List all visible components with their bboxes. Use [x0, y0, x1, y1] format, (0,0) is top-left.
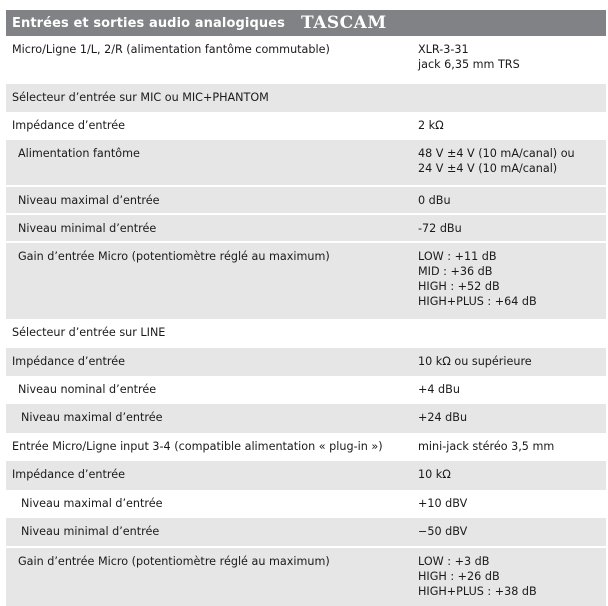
spec-label: Gain d’entrée Micro (potentiomètre réglé au maximum) [18, 250, 330, 263]
spec-value-line: −50 dBV [418, 525, 468, 538]
spec-value-line: HIGH+PLUS : +38 dB [418, 585, 537, 598]
table-row [6, 348, 606, 376]
spec-value-line: +4 dBu [418, 383, 460, 396]
table-row [6, 546, 606, 606]
spec-value-line: jack 6,35 mm TRS [418, 58, 520, 71]
table-row [6, 36, 606, 84]
table-row [6, 213, 606, 241]
spec-label: Niveau maximal d’entrée [21, 411, 163, 424]
spec-value-line: LOW : +11 dB [418, 250, 497, 263]
spec-value-line: mini-jack stéréo 3,5 mm [418, 440, 555, 453]
table-row [6, 140, 606, 185]
spec-label: Sélecteur d’entrée sur LINE [12, 326, 166, 339]
spec-label: Niveau nominal d’entrée [18, 383, 157, 396]
spec-label: Niveau maximal d’entrée [21, 497, 163, 510]
spec-value-line: HIGH : +26 dB [418, 570, 500, 583]
spec-label: Entrée Micro/Ligne input 3-4 (compatible alimentation « plug-in ») [12, 440, 383, 453]
spec-label: Micro/Ligne 1/L, 2/R (alimentation fantôme commutable) [12, 43, 330, 56]
spec-value-line: MID : +36 dB [418, 265, 493, 278]
spec-label: Gain d’entrée Micro (potentiomètre réglé au maximum) [18, 555, 330, 568]
spec-value-line: XLR-3-31 [418, 43, 469, 56]
spec-label: Niveau minimal d’entrée [18, 222, 157, 235]
spec-label: Alimentation fantôme [18, 147, 140, 160]
spec-value-line: HIGH+PLUS : +64 dB [418, 295, 537, 308]
table-row [6, 376, 606, 404]
spec-label: Impédance d’entrée [12, 355, 125, 368]
spec-value-line: 48 V ±4 V (10 mA/canal) ou [418, 147, 575, 160]
table-row [6, 404, 606, 433]
spec-value-line: LOW : +3 dB [418, 555, 490, 568]
table-row [6, 433, 606, 461]
spec-value-line: 10 kΩ [418, 468, 451, 481]
spec-value-line: 2 kΩ [418, 119, 444, 132]
spec-value-line: +24 dBu [418, 411, 468, 424]
table-row [6, 319, 606, 348]
spec-label: Sélecteur d’entrée sur MIC ou MIC+PHANTOM [12, 91, 269, 104]
spec-table [6, 36, 606, 606]
brand-logo: TASCAM [300, 13, 387, 33]
spec-label: Niveau minimal d’entrée [21, 525, 160, 538]
table-row [6, 185, 606, 213]
table-row [6, 84, 606, 112]
table-row [6, 112, 606, 140]
spec-label: Niveau maximal d’entrée [18, 194, 160, 207]
table-row [6, 461, 606, 490]
spec-value-line: HIGH : +52 dB [418, 280, 500, 293]
table-row [6, 241, 606, 319]
spec-value-line: 24 V ±4 V (10 mA/canal) [418, 162, 558, 175]
table-row [6, 518, 606, 546]
section-header [6, 10, 606, 36]
section-title: Entrées et sorties audio analogiques [12, 15, 285, 31]
spec-value-line: 10 kΩ ou supérieure [418, 355, 532, 368]
table-row [6, 490, 606, 518]
spec-value-line: -72 dBu [418, 222, 462, 235]
spec-label: Impédance d’entrée [12, 468, 125, 481]
spec-value-line: 0 dBu [418, 194, 451, 207]
spec-value-line: +10 dBV [418, 497, 468, 510]
spec-label: Impédance d’entrée [12, 119, 125, 132]
